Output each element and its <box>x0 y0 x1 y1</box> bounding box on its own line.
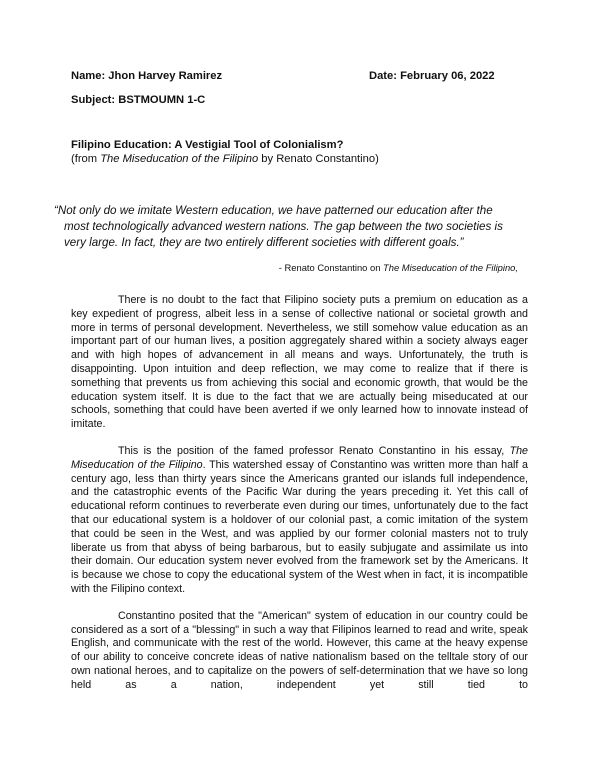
paragraph-2-book: The Miseducation of the Filipino <box>71 444 528 471</box>
quote-attribution <box>279 262 518 273</box>
quote-text: “Not only do we imitate Western education, we have patterned our education after the most technologically advanced western nations. The gap between the two societies is very large. In fact, they are two entirely different societies with different goals.” <box>54 204 503 249</box>
source-book-title: The Miseducation of the Filipino <box>100 153 259 165</box>
paragraph-2-before: This is the position of the famed professor Renato Constantino in his essay, <box>118 444 510 457</box>
epigraph-quote <box>54 203 514 251</box>
subject-line: Subject: BSTMOUMN 1-C <box>71 94 206 106</box>
paragraph-2 <box>71 445 528 597</box>
essay-source <box>71 153 379 165</box>
attribution-book: The Miseducation of the Filipino, <box>383 262 518 273</box>
paragraph-1: There is no doubt to the fact that Filipino society puts a premium on education as a key expedient of progress, albeit less in a sense of collective national or societal growth and more in terms of personal development. Nevertheless, we still somehow value education as an important part of our human lives, a position aggregately shared within a society always eager and with high hopes of advancement in all means and ways. Unfortunately, the truth is disappointing. Upon intuition and deep reflection, we may come to realize that if there is something that prevents us from achieving this social and economic growth, that would be the education system itself. It is due to the fact that we are actually being miseducated at our schools, something that could have been averted if we only learned how to innovate instead of imitate. <box>71 294 528 431</box>
attribution-prefix: - Renato Constantino on <box>278 262 384 273</box>
paragraph-2-after: . This watershed essay of Constantino was written more than half a century ago, less than thirty years since the Americans granted our islands full independence, and the catastrophic events of the Pacific War during the years preceding it. Yet this call of educational reform continues to reverberate even during our times, unfortunately due to the fact that our educational system is a holdover of our colonial past, a comic imitation of the system that could be seen in the West, and was applied by our former colonial masters not to truly liberate us from that abyss of being barbarous, but to easily subjugate and assimilate us into their domain. Our education system never evolved from the framework set by the Americans. It is because we chose to copy the educational system of the West when in fact, it is incompatible with the Filipino context. <box>71 458 528 595</box>
source-suffix: by Renato Constantino) <box>258 153 379 165</box>
paragraph-3: Constantino posited that the "American" system of education in our country could be considered as a sort of a "blessing" in such a way that Filipinos learned to read and write, speak English, and communicate with the rest of the world. However, this came at the heavy expense of our ability to conceive concrete ideas of native nationalism based on the telltale story of our own national heroes, and to capitalize on the powers of self-determination that we have so long held as a nation, independent yet still tied to <box>71 609 528 691</box>
essay-title: Filipino Education: A Vestigial Tool of Colonialism? <box>71 139 344 151</box>
student-name: Name: Jhon Harvey Ramirez <box>71 70 223 82</box>
source-prefix: (from <box>71 153 101 165</box>
essay-body <box>71 294 528 706</box>
submission-date: Date: February 06, 2022 <box>369 70 495 82</box>
